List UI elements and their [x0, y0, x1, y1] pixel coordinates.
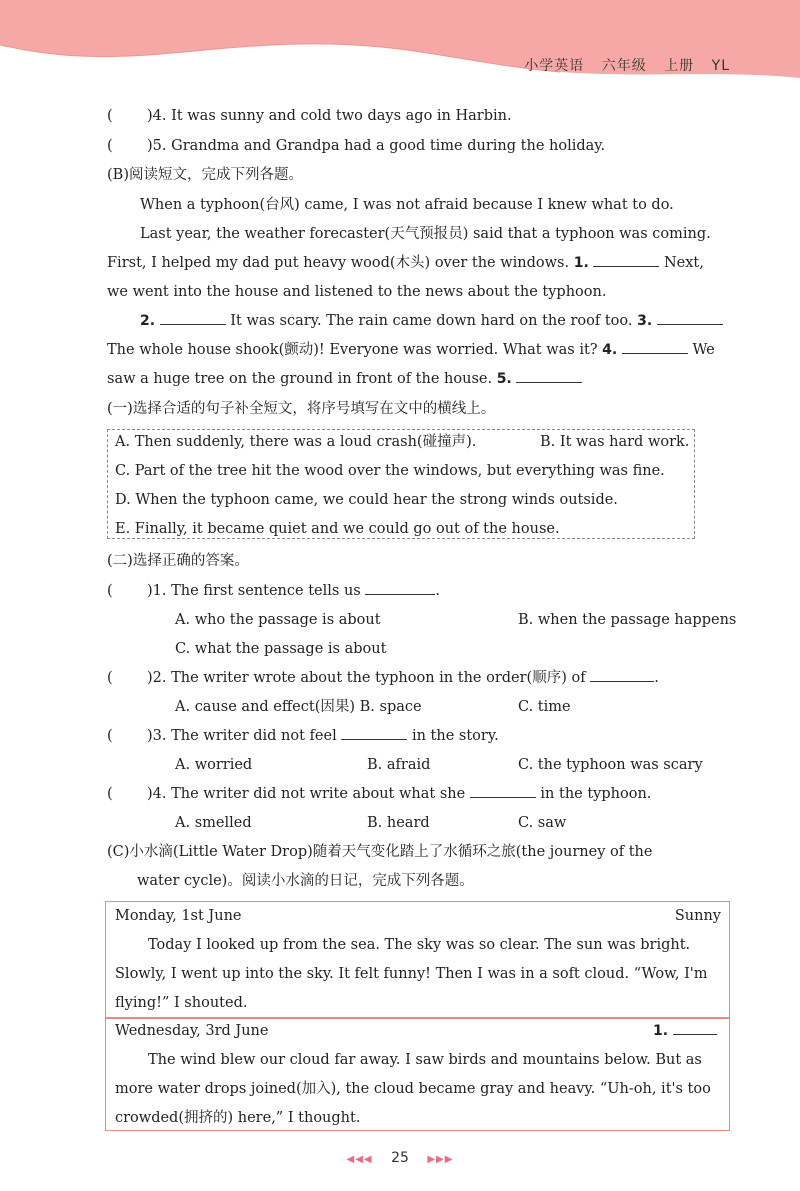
- diary-1-line-2: Slowly, I went up into the sky. It felt funny! Then I was in a soft cloud. “Wow, I'm: [115, 966, 708, 982]
- blank-4[interactable]: [622, 340, 688, 354]
- question-2-title: (二)选择正确的答案。: [107, 553, 249, 569]
- passage-para-3b: The whole house shook(颤动)! Everyone was worried. What was it? 4. We: [107, 342, 715, 358]
- mc-4-blank[interactable]: [470, 784, 536, 798]
- header-subject: 小学英语: [524, 58, 585, 74]
- diary-1-date: Monday, 1st June: [115, 908, 242, 924]
- option-b: B. It was hard work.: [540, 434, 690, 450]
- passage-para-2b: First, I helped my dad put heavy wood(木头) over the windows. 1. Next,: [107, 255, 704, 271]
- blank-5[interactable]: [516, 369, 582, 383]
- diary-2-weather-blank: 1.: [653, 1021, 717, 1041]
- header-edition: YL: [711, 58, 730, 74]
- mc-2-option-a[interactable]: A. cause and effect(因果) B. space: [175, 699, 422, 715]
- mc-3-option-a[interactable]: A. worried: [175, 757, 253, 773]
- question-1-title: (一)选择合适的句子补全短文，将序号填写在文中的横线上。: [107, 401, 496, 417]
- diary-1-weather: Sunny: [674, 908, 721, 924]
- passage-para-1: When a typhoon(台风) came, I was not afraid because I knew what to do.: [140, 197, 674, 213]
- section-c-title-2: water cycle)。阅读小水滴的日记，完成下列各题。: [137, 873, 474, 889]
- option-c: C. Part of the tree hit the wood over the windows, but everything was fine.: [115, 463, 665, 479]
- mc-3-blank[interactable]: [341, 726, 407, 740]
- header-meta: [512, 55, 730, 75]
- blank-3[interactable]: [657, 311, 723, 325]
- page-number: 25: [391, 1150, 409, 1166]
- next-arrows-icon: ▶▶▶: [427, 1154, 454, 1165]
- mc-1-blank[interactable]: [365, 581, 435, 595]
- blank-2[interactable]: [160, 311, 226, 325]
- diary-divider: [105, 1017, 730, 1019]
- diary-2-line-2: more water drops joined(加入), the cloud became gray and heavy. “Uh-oh, it's too: [115, 1081, 711, 1097]
- diary-1-line-3: flying!” I shouted.: [115, 995, 248, 1011]
- diary-2-line-1: The wind blew our cloud far away. I saw birds and mountains below. But as: [148, 1052, 702, 1068]
- passage-para-2c: we went into the house and listened to the news about the typhoon.: [107, 284, 607, 300]
- diary-2-line-3: crowded(拥挤的) here,” I thought.: [115, 1110, 361, 1126]
- mc-question-4: ( )4. The writer did not write about what she in the typhoon.: [107, 786, 652, 802]
- tf-item-5: ( )5. Grandma and Grandpa had a good time during the holiday.: [107, 138, 606, 154]
- section-b-title: (B)阅读短文，完成下列各题。: [107, 167, 303, 183]
- diary-2-date: Wednesday, 3rd June: [115, 1023, 269, 1039]
- mc-2-option-c[interactable]: C. time: [518, 699, 571, 715]
- mc-2-blank[interactable]: [590, 668, 654, 682]
- header-grade: 六年级: [601, 58, 647, 74]
- passage-para-2a: Last year, the weather forecaster(天气预报员) said that a typhoon was coming.: [140, 226, 711, 242]
- blank-1[interactable]: [593, 253, 659, 267]
- mc-question-1: ( )1. The first sentence tells us .: [107, 583, 440, 599]
- passage-para-3a: 2. It was scary. The rain came down hard on the roof too. 3.: [140, 311, 723, 331]
- option-e: E. Finally, it became quiet and we could go out of the house.: [115, 521, 560, 537]
- header-band: [0, 0, 800, 80]
- mc-4-option-b[interactable]: B. heard: [367, 815, 430, 831]
- mc-1-option-c[interactable]: C. what the passage is about: [175, 641, 387, 657]
- tf-item-4: ( )4. It was sunny and cold two days ago in Harbin.: [107, 108, 512, 124]
- header-volume: 上册: [664, 58, 695, 74]
- option-a: A. Then suddenly, there was a loud crash(碰撞声).: [115, 434, 477, 450]
- mc-4-option-a[interactable]: A. smelled: [175, 815, 252, 831]
- passage-para-3c: saw a huge tree on the ground in front of the house. 5.: [107, 369, 582, 389]
- mc-1-option-a[interactable]: A. who the passage is about: [175, 612, 381, 628]
- section-c-title-1: (C)小水滴(Little Water Drop)随着天气变化踏上了水循环之旅(the journey of the: [107, 844, 653, 860]
- mc-1-option-b[interactable]: B. when the passage happens: [518, 612, 737, 628]
- prev-arrows-icon: ◀◀◀: [346, 1154, 373, 1165]
- mc-3-option-c[interactable]: C. the typhoon was scary: [518, 757, 703, 773]
- mc-question-2: ( )2. The writer wrote about the typhoon in the order(顺序) of .: [107, 670, 659, 686]
- mc-4-option-c[interactable]: C. saw: [518, 815, 567, 831]
- mc-3-option-b[interactable]: B. afraid: [367, 757, 431, 773]
- page-footer: [0, 1150, 800, 1166]
- diary-blank-1[interactable]: [673, 1021, 717, 1035]
- diary-1-line-1: Today I looked up from the sea. The sky was so clear. The sun was bright.: [148, 937, 691, 953]
- option-d: D. When the typhoon came, we could hear the strong winds outside.: [115, 492, 618, 508]
- mc-question-3: ( )3. The writer did not feel in the story.: [107, 728, 499, 744]
